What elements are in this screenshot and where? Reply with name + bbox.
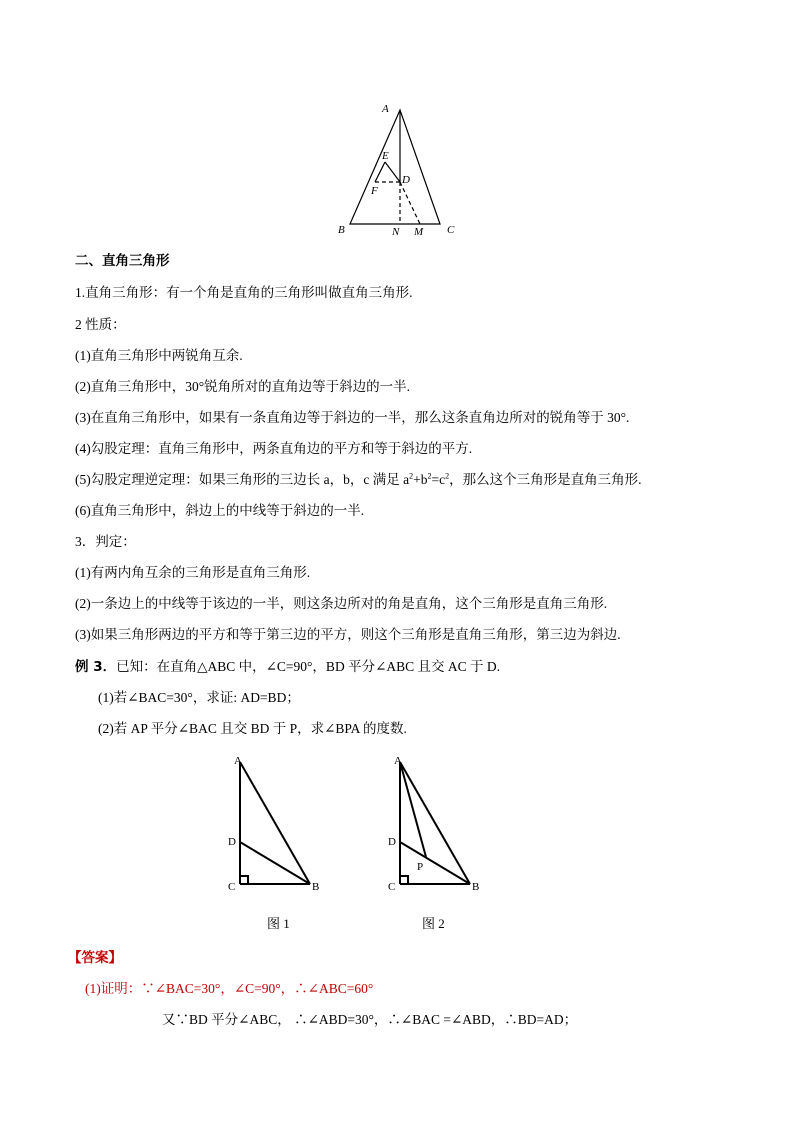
answer-line-1: (1)证明：∵∠BAC=30°，∠C=90°，∴∠ABC=60° (85, 981, 374, 996)
isosceles-triangle-figure (330, 100, 470, 240)
example-question-1: (1)若∠BAC=30°，求证: AD=BD； (98, 690, 300, 705)
properties-heading: 2 性质： (75, 317, 126, 332)
answer-line-2: 又∵BD 平分∠ABC， ∴∠ABD=30°，∴∠BAC =∠ABD，∴BD=AD； (162, 1012, 578, 1027)
section-title: 二、直角三角形 (75, 253, 170, 269)
label-D: D (402, 174, 410, 186)
fig2-label-D: D (388, 836, 396, 848)
definition-line: 1.直角三角形：有一个角是直角的三角形叫做直角三角形. (75, 285, 413, 300)
figure-1 (222, 748, 332, 938)
label-E: E (382, 150, 389, 162)
answer-label: 【答案】 (68, 950, 122, 966)
fig2-label-C: C (388, 881, 396, 893)
fig2-label-P: P (417, 861, 424, 873)
judgement-heading: 3．判定： (75, 534, 136, 549)
fig1-label-C: C (228, 881, 236, 893)
fig2-label-A: A (394, 755, 402, 767)
fig1-caption: 图 1 (267, 916, 290, 931)
fig1-label-D: D (228, 836, 236, 848)
property-2: (2)直角三角形中，30°锐角所对的直角边等于斜边的一半. (75, 379, 411, 394)
property-4: (4)勾股定理：直角三角形中，两条直角边的平方和等于斜边的平方. (75, 441, 473, 456)
label-F: F (371, 185, 378, 197)
label-A: A (382, 103, 389, 115)
label-N: N (392, 226, 400, 238)
fig2-label-B: B (472, 881, 480, 893)
property-5-text: (5)勾股定理逆定理：如果三角形的三边长 a，b，c 满足 a (75, 472, 410, 487)
example-stem (75, 655, 500, 675)
fig1-label-B: B (312, 881, 320, 893)
fig1-label-A: A (234, 755, 242, 767)
label-C: C (447, 224, 455, 236)
fig2-caption: 图 2 (422, 916, 445, 931)
figure-2 (382, 748, 492, 938)
label-M: M (414, 226, 424, 238)
example-label: 例 3． (75, 659, 117, 675)
judgement-3: (3)如果三角形两边的平方和等于第三边的平方，则这个三角形是直角三角形，第三边为斜边. (75, 627, 621, 642)
label-B: B (338, 224, 345, 236)
judgement-2: (2)一条边上的中线等于该边的一半，则这条边所对的角是直角，这个三角形是直角三角形. (75, 596, 608, 611)
property-3: (3)在直角三角形中，如果有一条直角边等于斜边的一半，那么这条直角边所对的锐角等于 30°. (75, 410, 630, 425)
property-5: (5)勾股定理逆定理：如果三角形的三边长 a，b，c 满足 $a^2+b^2=c^2$，那么这个三角形是直角三角形. (75, 471, 642, 487)
property-6: (6)直角三角形中，斜边上的中线等于斜边的一半. (75, 503, 365, 518)
judgement-1: (1)有两内角互余的三角形是直角三角形. (75, 565, 311, 580)
property-1: (1)直角三角形中两锐角互余. (75, 348, 243, 363)
example-question-2: (2)若 AP 平分∠BAC 且交 BD 于 P，求∠BPA 的度数. (98, 721, 407, 736)
example-text: 已知：在直角△ABC 中，∠C=90°，BD 平分∠ABC 且交 AC 于 D. (116, 659, 501, 674)
